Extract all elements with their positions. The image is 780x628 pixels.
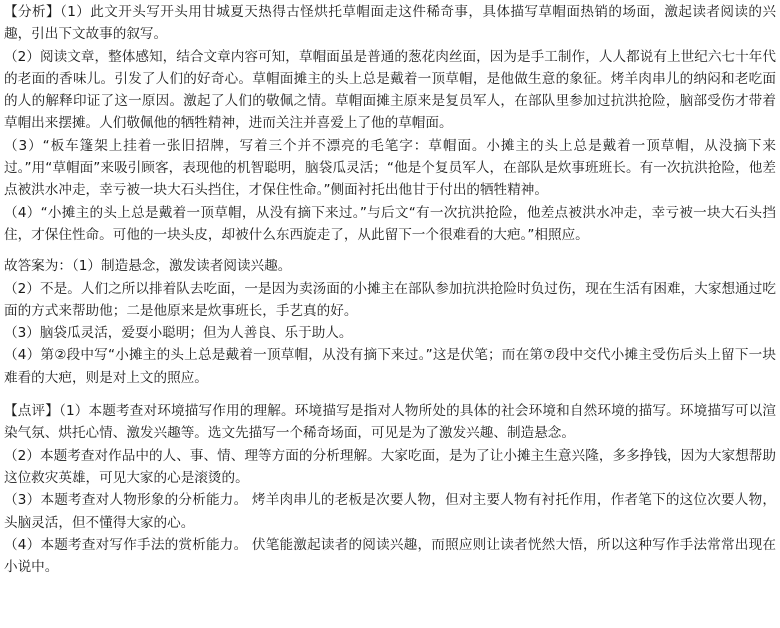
section-spacer: [4, 389, 776, 400]
analysis-paragraph-4: （4）“小摊主的头上总是戴着一顶草帽，从没有摘下来过。”与后文“有一次抗洪抢险，他差点被洪水冲走，幸亏被一块大石头挡住，才保住性命。可他的一块头皮，却被什么东西旋走了，从此留下一个很难看的大疤。”相照应。: [4, 204, 776, 243]
comment-section: [4, 400, 776, 578]
answer-paragraph-1: 故答案为：（1）制造悬念，激发读者阅读兴趣。: [4, 258, 292, 275]
answer-paragraph-2: （2）不是。人们之所以排着队去吃面，一是因为卖汤面的小摊主在部队参加抗洪抢险时负过伤，现在生活有困难，大家想通过吃面的方式来帮助他；二是他原来是炊事班长，手艺真的好。: [4, 280, 776, 319]
comment-paragraph-4: （4）本题考查对写作手法的赏析能力。 伏笔能激起读者的阅读兴趣，而照应则让读者恍然大悟，所以这种写作手法常常出现在小说中。: [4, 536, 776, 576]
section-spacer: [4, 246, 776, 255]
comment-paragraph-3: （3）本题考查对人物形象的分析能力。 烤羊肉串儿的老板是次要人物，但对主要人物有衬托作用，作者笔下的这位次要人物，头脑灵活，但不懂得大家的心。: [4, 492, 776, 531]
comment-paragraph-2: （2）本题考查对作品中的人、事、情、理等方面的分析理解。大家吃面，是为了让小摊主生意兴隆，多多挣钱，因为大家想帮助这位救灾英雄，可见大家的心是滚烫的。: [4, 447, 776, 486]
analysis-paragraph-1: 【分析】（1）此文开头写开头用甘城夏天热得古怪烘托草帽面走这件稀奇事，具体描写草帽面热销的场面，激起读者阅读的兴趣，引出下文故事的叙写。: [4, 4, 776, 43]
answer-paragraph-4: （4）第②段中写“小摊主的头上总是戴着一顶草帽，从没有摘下来过。”这是伏笔；而在第⑦段中交代小摊主受伤后头上留下一块难看的大疤，则是对上文的照应。: [4, 347, 776, 386]
analysis-section: [4, 1, 776, 246]
comment-paragraph-1: 【点评】（1）本题考查对环境描写作用的理解。环境描写是指对人物所处的具体的社会环境和自然环境的描写。环境描写可以渲染气氛、烘托心情、激发兴趣等。选文先描写一个稀奇场面，可见是为了激发兴趣、制造悬念。: [4, 403, 776, 442]
analysis-paragraph-3: （3）“板车篷架上挂着一张旧招牌，写着三个并不漂亮的毛笔字：草帽面。小摊主的头上总是戴着一顶草帽，从没摘下来过。”用“草帽面”来吸引顾客，表现他的机智聪明，脑袋瓜灵活；“他是个复员军人，在部队是炊事班班长。有一次抗洪抢险，他差点被洪水冲走，幸亏被一块大石头挡住，才保住性命。”侧面衬托出他甘于付出的牺牲精神。: [4, 137, 776, 199]
answer-paragraph-3: （3）脑袋瓜灵活，爱耍小聪明；但为人善良、乐于助人。: [4, 325, 353, 342]
analysis-paragraph-2: （2）阅读文章，整体感知，结合文章内容可知，草帽面虽是普通的葱花肉丝面，因为是手工制作，人人都说有上世纪六七十年代的老面的香味儿。引发了人们的好奇心。草帽面摊主的头上总是戴着一顶草帽，是他做生意的象征。烤羊肉串儿的纳闷和老吃面的人的解释印证了这一原因。激起了人们的敬佩之情。草帽面摊主原来是复员军人，在部队里参加过抗洪抢险，脑部受伤才带着草帽出来摆摊。人们敬佩他的牺牲精神，进而关注并喜爱上了他的草帽面。: [4, 48, 776, 132]
answer-section: [4, 255, 776, 389]
